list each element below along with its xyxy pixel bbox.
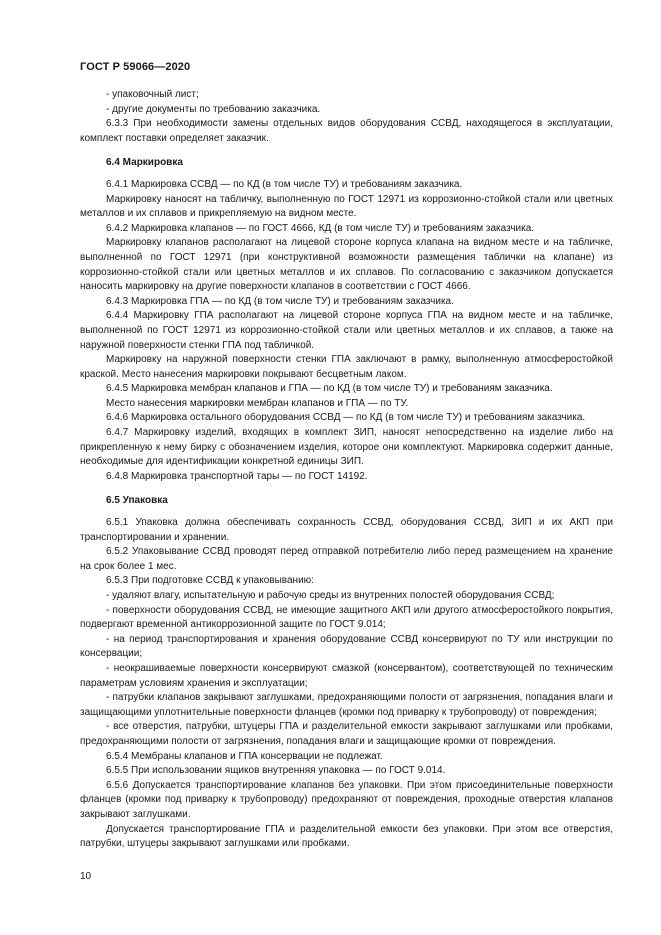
page-number: 10 [80, 871, 92, 882]
paragraph: Допускается транспортирование ГПА и разделительной емкости без упаковки. При этом все отверстия, патрубки, штуцеры закрывают заглушками или пробками. [80, 823, 613, 850]
paragraph: 6.4.4 Маркировку ГПА располагают на лицевой стороне корпуса ГПА на видном месте и на табличке, выполненной по ГОСТ 12971 из коррозионно-стойкой стали или цветных металлов и их сплавов, а также на наружной поверхности стенки ГПА под табличкой. [80, 310, 613, 351]
paragraph: 6.4.1 Маркировка ССВД — по КД (в том числе ТУ) и требованиям заказчика. [106, 178, 463, 190]
document-body [80, 88, 613, 852]
list-item: - другие документы по требованию заказчика. [106, 103, 321, 115]
list-item: - неокрашиваемые поверхности консервируют смазкой (консервантом), соответствующей по техническим параметрам условиям хранения и эксплуатации; [80, 662, 613, 689]
paragraph: 6.4.2 Маркировка клапанов — по ГОСТ 4666, КД (в том числе ТУ) и требованиям заказчика. [106, 222, 535, 234]
section-heading-marking: 6.4 Маркировка [106, 157, 183, 169]
paragraph: 6.4.7 Маркировку изделий, входящих в комплект ЗИП, наносят непосредственно на изделие либо на прикрепленную к нему бирку с обозначением изделия, которое они комплектуют. Маркировка содержит данные, необходимые для идентификации конкретной единицы ЗИП. [80, 427, 613, 468]
list-item: - удаляют влагу, испытательную и рабочую среды из внутренних полостей оборудования ССВД; [106, 590, 555, 601]
paragraph: 6.5.1 Упаковка должна обеспечивать сохранность ССВД, оборудования ССВД, ЗИП и их АКП при транспортировании и хранении. [80, 517, 613, 543]
list-item: - все отверстия, патрубки, штуцеры ГПА и разделительной емкости закрывают заглушками или пробками, предохраняющими полости от загрязнения, попадания влаги и защищающие кромки от повреждения. [80, 721, 613, 747]
paragraph: 6.5.3 При подготовке ССВД к упаковыванию: [106, 575, 314, 587]
list-item: - упаковочный лист; [106, 89, 199, 100]
paragraph: Маркировку наносят на табличку, выполненную по ГОСТ 12971 из коррозионно-стойкой стали или цветных металлов и их сплавов и прикрепляемую на видном месте. [80, 193, 613, 220]
paragraph: 6.5.4 Мембраны клапанов и ГПА консервации не подлежат. [106, 750, 383, 762]
paragraph: Место нанесения маркировки мембран клапанов и ГПА — по ТУ. [106, 397, 409, 409]
paragraph: Маркировку клапанов располагают на лицевой стороне корпуса клапана на видном месте и на табличке, выполненной по ГОСТ 12971 (при конструктивной возможности размещения таблички на клапане) из коррозионно-стойкой стали или цветных металлов и их сплавов. По согласованию с заказчиком допускается наносить маркировку на другие поверхности клапанов в соответствии с ГОСТ 4666. [80, 237, 613, 293]
paragraph: 6.3.3 При необходимости замены отдельных видов оборудования ССВД, находящегося в эксплуатации, комплект поставки определяет заказчик. [80, 118, 613, 144]
paragraph: 6.5.6 Допускается транспортирование клапанов без упаковки. При этом присоединительные поверхности фланцев (кромки под приварку к трубопроводу) предохраняют от повреждения, проходные отверстия клапанов закрывают заглушками. [80, 779, 613, 820]
paragraph: 6.4.8 Маркировка транспортной тары — по ГОСТ 14192. [106, 470, 368, 482]
section-heading-packaging: 6.5 Упаковка [106, 495, 168, 507]
paragraph: 6.5.5 При использовании ящиков внутренняя упаковка — по ГОСТ 9.014. [106, 765, 446, 777]
list-item: - на период транспортирования и хранения оборудование ССВД консервируют по ТУ или инструкции по консервации; [80, 633, 613, 660]
paragraph: Маркировку на наружной поверхности стенки ГПА заключают в рамку, выполненную атмосферостойкой краской. Место нанесения маркировки покрывают бесцветным лаком. [80, 354, 613, 380]
list-item: - поверхности оборудования ССВД, не имеющие защитного АКП или другого атмосферостойкого покрытия, подвергают временной антикоррозионной защите по ГОСТ 9.014; [80, 604, 613, 631]
paragraph: 6.5.2 Упаковывание ССВД проводят перед отправкой потребителю либо перед размещением на хранение на срок более 1 мес. [80, 546, 613, 572]
paragraph: 6.4.3 Маркировка ГПА — по КД (в том числе ТУ) и требованиям заказчика. [106, 295, 454, 307]
paragraph: 6.4.5 Маркировка мембран клапанов и ГПА — по КД (в том числе ТУ) и требованиям заказчика. [106, 383, 553, 395]
list-item: - патрубки клапанов закрывают заглушками, предохраняющими полости от загрязнения, попадания влаги и защищающими уплотнительные поверхности фланцев (кромки под приварку к трубопроводу) от повреждения; [80, 692, 613, 718]
document-designation: ГОСТ Р 59066—2020 [80, 61, 191, 73]
paragraph: 6.4.6 Маркировка остального оборудования ССВД — по КД (в том числе ТУ) и требованиям заказчика. [106, 412, 586, 424]
